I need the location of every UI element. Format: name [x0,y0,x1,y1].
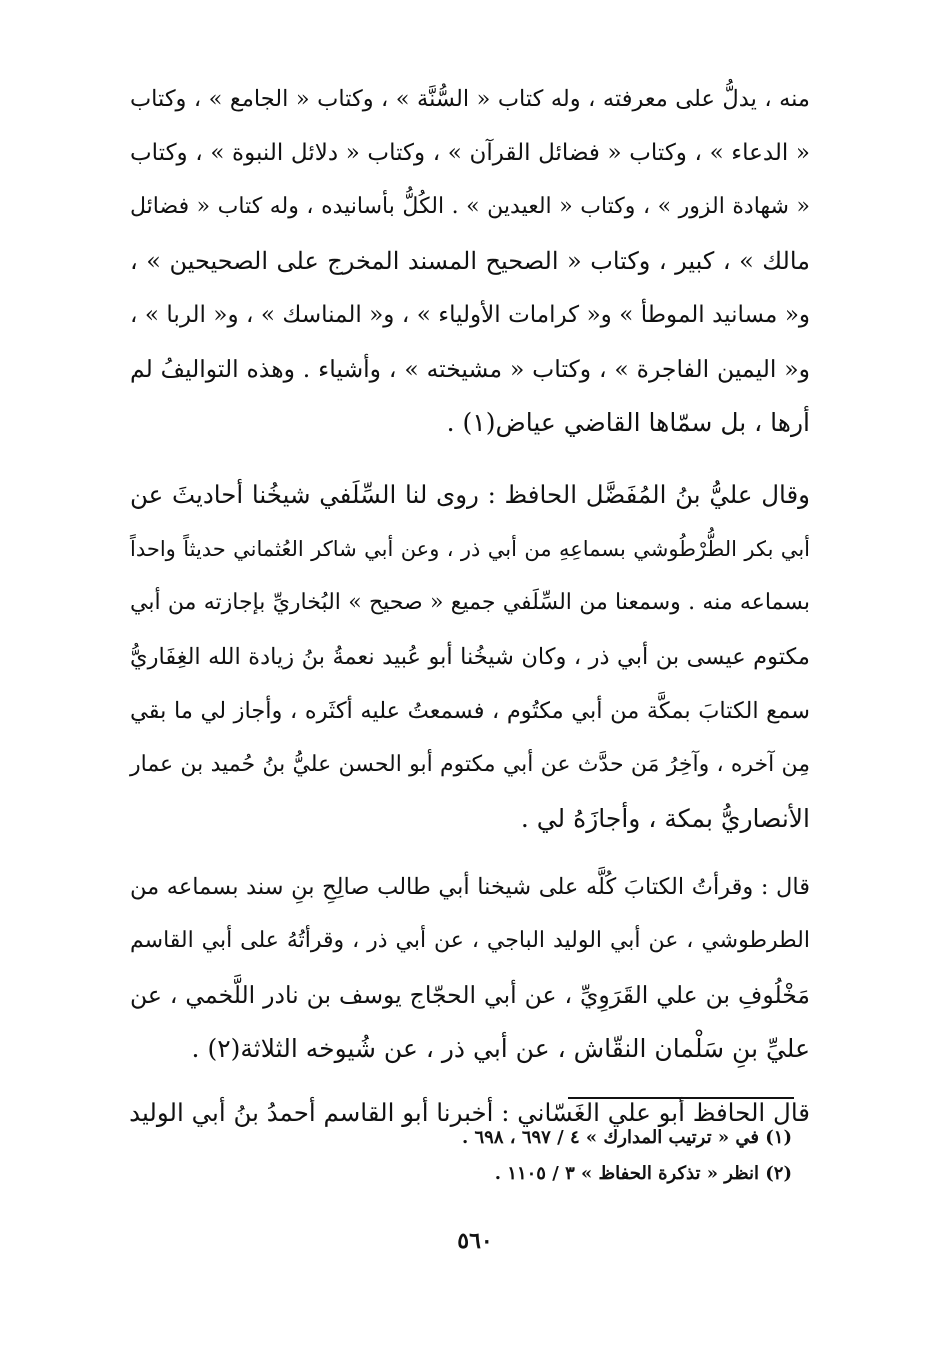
text-line: « شهادة الزور » ، وكتاب « العيدين » . الكُلُّ بأسانيده ، وله كتاب « فضائل [130,194,810,219]
text-line: مكتوم عيسى بن أبي ذر ، وكان شيخُنا أبو عُبيد نعمةُ بنُ زيادة الله الغِفَاريُّ [130,644,810,670]
text-line: قال الحافظ أبو علي الغَسّاني : أخبرنا أبو القاسم أحمدُ بنُ أبي الوليد [129,1098,810,1127]
page-body [130,72,810,1140]
footnotes [130,1120,792,1192]
page-number: ٥٦٠ [457,1228,493,1254]
footnote-1: (١) في « ترتيب المدارك » ٤ / ٦٩٧ ، ٦٩٨ . [461,1127,792,1148]
text-line: الأنصاريُّ بمكة ، وأجازَهُ لي . [520,804,810,833]
text-line: أرها ، بل سمّاها القاضي عياض(١) . [446,408,810,437]
text-line: وقال عليُّ بنُ المُفَضَّل الحافظ : روى لنا السِّلَفي شيخُنا أحاديثَ عن [130,480,810,509]
paragraph-2 [130,468,810,846]
text-line: سمع الكتابَ بمكَّة من أبي مكتُوم ، فسمعتُ عليه أكثَره ، وأجاز لي ما بقي [130,698,810,724]
text-line: و« اليمين الفاجرة » ، وكتاب « مشيخته » ، وأشياء . وهذه التواليفُ لم [130,355,810,383]
text-line: قال : وقرأتُ الكتابَ كُلَّه على شيخنا أبي طالب صالِحِ بنِ سند بسماعه من [130,874,810,900]
text-line: و« مسانيد الموطأ » و« كرامات الأولياء » ، و« المناسك » ، و« الربا » ، [130,302,810,328]
text-line: مَخْلُوفِ بن علي القَرَوِيِّ ، عن أبي الحجّاج يوسف بن نادر اللَّخمي ، عن [130,981,810,1009]
text-line: منه ، يدلُّ على معرفته ، وله كتاب « السُّنَّة » ، وكتاب « الجامع » ، وكتاب [130,86,810,112]
footnote-divider [568,1097,794,1099]
text-line: مِن آخره ، وآخِرُ مَن حدَّث عن أبي مكتوم أبو الحسن عليُّ بنُ حُميد بن عمار [130,752,810,777]
paragraph-1 [130,72,810,450]
text-line: بسماعه منه . وسمعنا من السِّلَفي جميع « صحيح » البُخاريِّ بإجازته من أبي [130,590,810,615]
text-line: « الدعاء » ، وكتاب « فضائل القرآن » ، وكتاب « دلائل النبوة » ، وكتاب [130,140,810,166]
text-line: أبي بكر الطُّرْطُوشي بسماعِهِ من أبي ذر ، وعن أبي شاكر العُثماني حديثاً واحداً [130,537,810,561]
text-line: عليِّ بنِ سَلْمان النقّاش ، عن أبي ذر ، عن شُيوخه الثلاثة(٢) . [191,1034,810,1063]
text-line: الطرطوشي ، عن أبي الوليد الباجي ، عن أبي ذر ، وقرأتُهُ على أبي القاسم [130,928,810,953]
paragraph-3 [130,860,810,1076]
footnote-2: (٢) انظر « تذكرة الحفاظ » ٣ / ١١٠٥ . [494,1163,792,1184]
text-line: مالك » ، كبير ، وكتاب « الصحيح المسند المخرج على الصحيحين » ، [130,247,810,275]
